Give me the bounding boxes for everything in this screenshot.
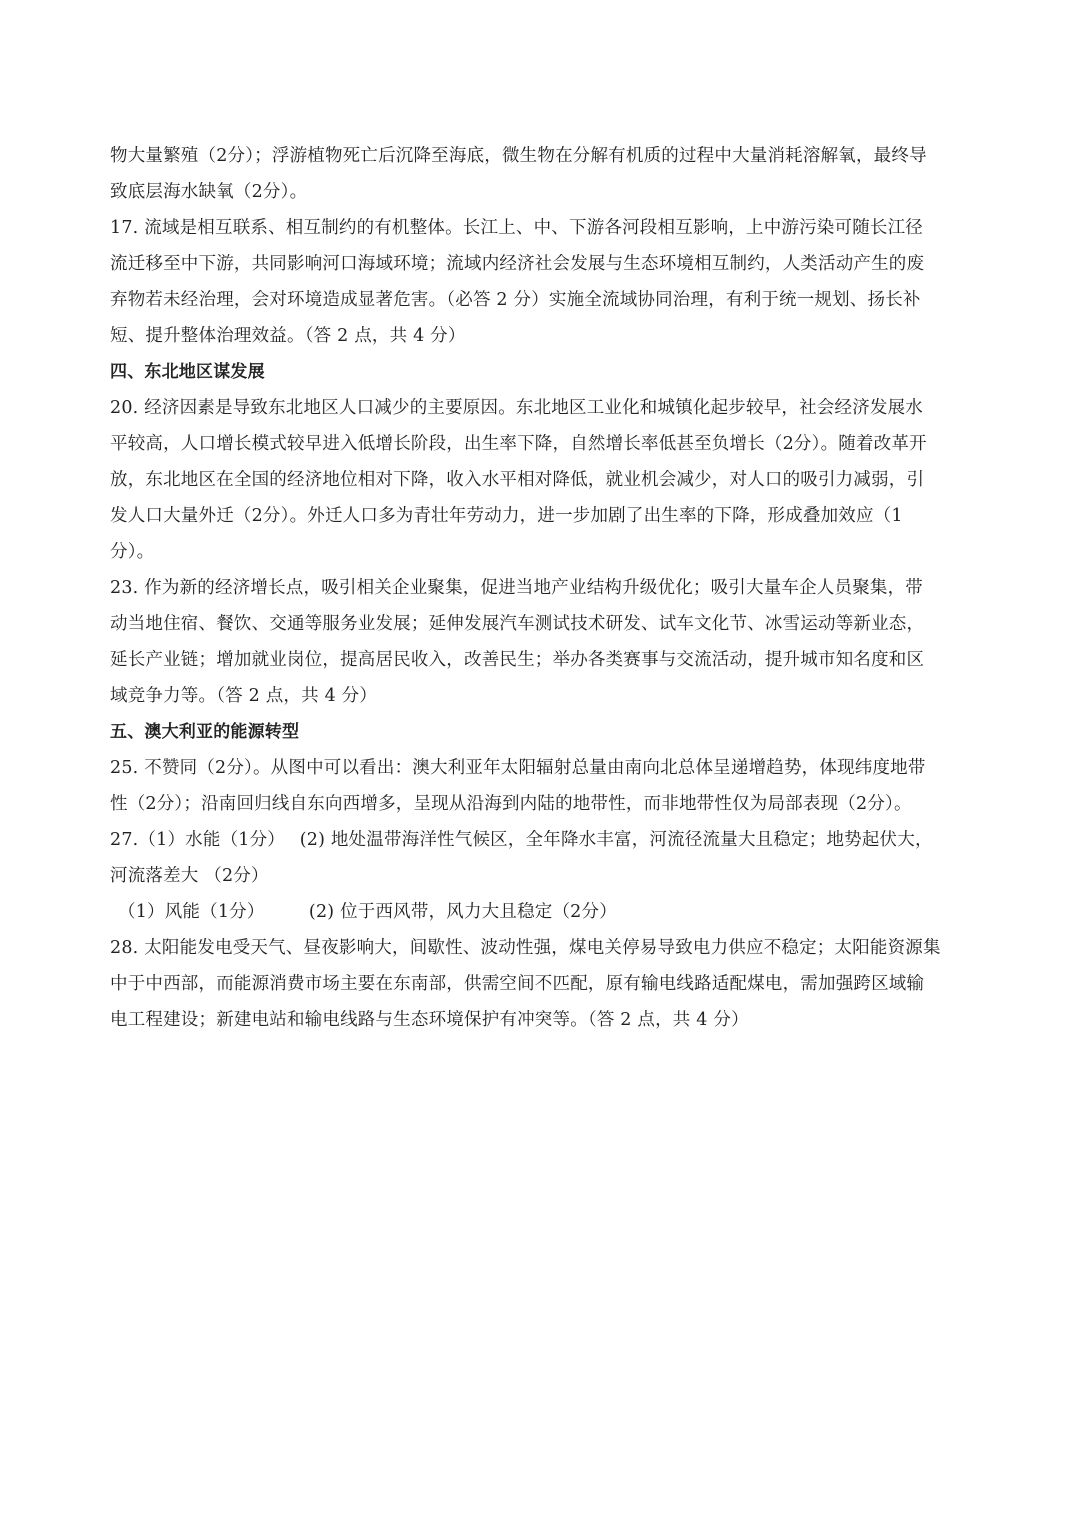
- answer-20-line: 20. 经济因素是导致东北地区人口减少的主要原因。东北地区工业化和城镇化起步较早，社会经济发展水: [110, 398, 923, 418]
- text-line: 物大量繁殖（2分）；浮游植物死亡后沉降至海底，微生物在分解有机质的过程中大量消耗溶解氧，最终导: [110, 146, 927, 166]
- text-line: 分）。: [110, 542, 155, 562]
- text-line: 短、提升整体治理效益。（答 2 点，共 4 分）: [110, 326, 466, 346]
- section-heading-4: 四、东北地区谋发展: [110, 362, 265, 382]
- text-line: 平较高，人口增长模式较早进入低增长阶段，出生率下降，自然增长率低甚至负增长（2分）。随着改革开: [110, 434, 927, 454]
- text-line: 弃物若未经治理，会对环境造成显著危害。（必答 2 分）实施全流域协同治理，有利于统一规划、扬长补: [110, 290, 921, 310]
- text-line: 流迁移至中下游，共同影响河口海域环境；流域内经济社会发展与生态环境相互制约，人类活动产生的废: [110, 254, 925, 274]
- text-line: 中于中西部，而能源消费市场主要在东南部，供需空间不匹配，原有输电线路适配煤电，需加强跨区域输: [110, 974, 925, 994]
- answer-23-line: 23. 作为新的经济增长点，吸引相关企业聚集，促进当地产业结构升级优化；吸引大量车企人员聚集，带: [110, 578, 923, 598]
- text-line: 延长产业链；增加就业岗位，提高居民收入，改善民生；举办各类赛事与交流活动，提升城市知名度和区: [110, 650, 925, 670]
- text-line: 致底层海水缺氧（2分）。: [110, 182, 308, 202]
- text-line: （1）风能（1分） (2) 位于西风带，风力大且稳定（2分）: [118, 902, 617, 922]
- answer-25-line: 25. 不赞同（2分）。从图中可以看出：澳大利亚年太阳辐射总量由南向北总体呈递增趋势，体现纬度地带: [110, 758, 926, 778]
- text-line: 动当地住宿、餐饮、交通等服务业发展；延伸发展汽车测试技术研发、试车文化节、冰雪运动等新业态，: [110, 614, 925, 634]
- text-line: 域竞争力等。（答 2 点，共 4 分）: [110, 686, 378, 706]
- answer-text-block: [110, 138, 972, 1038]
- text-line: 性（2分）；沿南回归线自东向西增多，呈现从沿海到内陆的地带性，而非地带性仅为局部表现（2分）。: [110, 794, 912, 814]
- answer-28-line: 28. 太阳能发电受天气、昼夜影响大，间歇性、波动性强，煤电关停易导致电力供应不稳定；太阳能资源集: [110, 938, 941, 958]
- text-line: 河流落差大 （2分）: [110, 866, 269, 886]
- section-heading-5: 五、澳大利亚的能源转型: [110, 722, 300, 742]
- answer-17-line: 17. 流域是相互联系、相互制约的有机整体。长江上、中、下游各河段相互影响，上中游污染可随长江径: [110, 218, 923, 238]
- text-line: 电工程建设；新建电站和输电线路与生态环境保护有冲突等。（答 2 点，共 4 分）: [110, 1010, 749, 1030]
- answer-27-line: 27.（1）水能（1分） (2) 地处温带海洋性气候区，全年降水丰富，河流径流量大且稳定；地势起伏大，: [110, 830, 933, 850]
- text-line: 放，东北地区在全国的经济地位相对下降，收入水平相对降低，就业机会减少，对人口的吸引力减弱，引: [110, 470, 925, 490]
- text-line: 发人口大量外迁（2分）。外迁人口多为青壮年劳动力，进一步加剧了出生率的下降，形成叠加效应（1: [110, 506, 903, 526]
